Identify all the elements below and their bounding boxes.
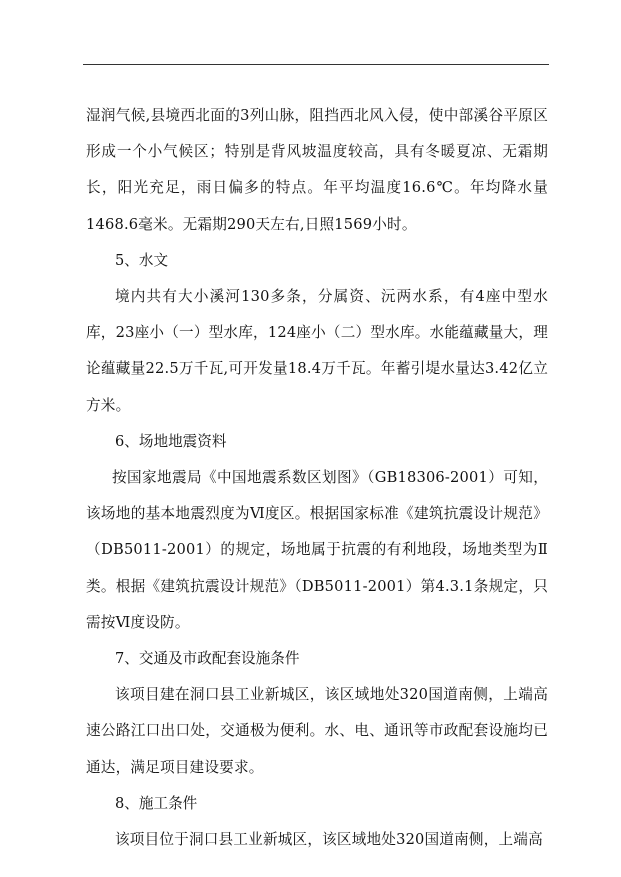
header-rule: [83, 64, 549, 65]
climate-paragraph: 湿润气候,县境西北面的3列山脉，阻挡西北风入侵，使中部溪谷平原区形成一个小气候区；特别是背风坡温度较高，具有冬暖夏凉、无霜期长，阳光充足，雨日偏多的特点。年平均温度16.6℃。年均降水量1468.6毫米。无霜期290天左右,日照1569小时。: [86, 107, 548, 233]
section-heading-seismic: 6、场地地震资料: [115, 432, 227, 450]
transport-paragraph: 该项目建在洞口县工业新城区，该区域地处320国道南侧，上端高速公路江口出口处，交通极为便利。水、电、通讯等市政配套设施均已通达，满足项目建设要求。: [86, 686, 548, 776]
document-body: [86, 98, 548, 858]
section-heading-hydrology: 5、水文: [115, 251, 169, 269]
section-heading-construction: 8、施工条件: [115, 794, 198, 812]
hydrology-paragraph: 境内共有大小溪河130多条，分属资、沅两水系，有4座中型水库，23座小（一）型水库，124座小（二）型水库。水能蕴藏量大，理论蕴藏量22.5万千瓦,可开发量18.4万千瓦。年蓄引堤水量达3.42亿立方米。: [86, 288, 548, 414]
construction-paragraph: 该项目位于洞口县工业新城区，该区域地处320国道南侧，上端高: [115, 831, 543, 849]
section-heading-transport: 7、交通及市政配套设施条件: [115, 650, 300, 668]
seismic-paragraph: 按国家地震局《中国地震系数区划图》（GB18306-2001）可知，该场地的基本地震烈度为Ⅵ度区。根据国家标准《建筑抗震设计规范》（DB5011-2001）的规定，场地属于抗震的有利地段，场地类型为Ⅱ类。根据《建筑抗震设计规范》（DB5011-2001）第4.3.1条规定，只需按Ⅵ度设防。: [86, 469, 548, 631]
